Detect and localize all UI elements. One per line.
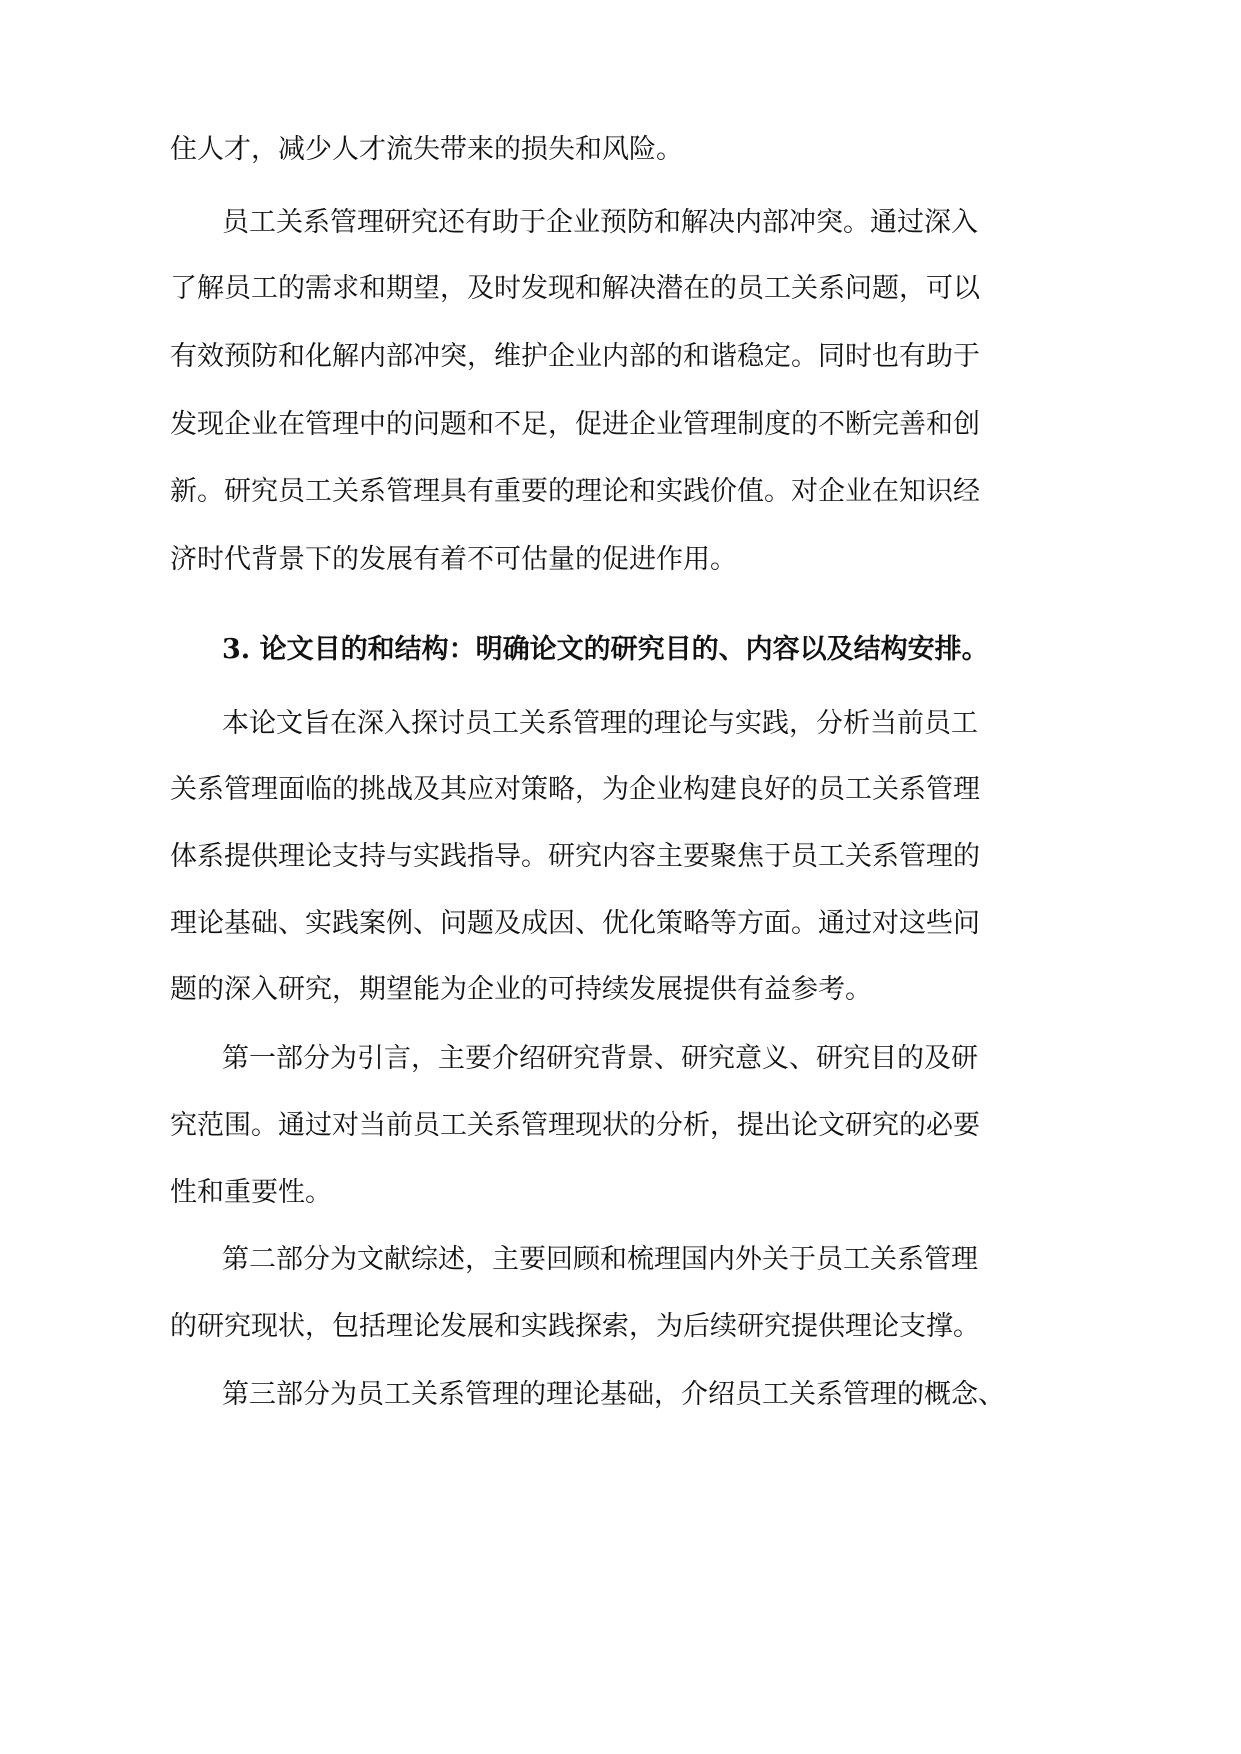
paragraph-line: 究范围。通过对当前员工关系管理现状的分析，提出论文研究的必要 bbox=[170, 1110, 980, 1141]
paragraph-line: 济时代背景下的发展有着不可估量的促进作用。 bbox=[170, 544, 737, 575]
paragraph-line: 新。研究员工关系管理具有重要的理论和实践价值。对企业在知识经 bbox=[170, 476, 980, 507]
paragraph-line: 本论文旨在深入探讨员工关系管理的理论与实践，分析当前员工 bbox=[222, 708, 978, 739]
paragraph-line: 住人才，减少人才流失带来的损失和风险。 bbox=[170, 134, 683, 165]
paragraph-line: 员工关系管理研究还有助于企业预防和解决内部冲突。通过深入 bbox=[222, 207, 978, 238]
paragraph-line: 发现企业在管理中的问题和不足，促进企业管理制度的不断完善和创 bbox=[170, 409, 980, 440]
paragraph-line: 的研究现状，包括理论发展和实践探索，为后续研究提供理论支撑。 bbox=[170, 1311, 980, 1342]
paragraph-line: 有效预防和化解内部冲突，维护企业内部的和谐稳定。同时也有助于 bbox=[170, 341, 980, 372]
paragraph-line: 性和重要性。 bbox=[170, 1177, 332, 1208]
paragraph-line: 题的深入研究，期望能为企业的可持续发展提供有益参考。 bbox=[170, 974, 872, 1005]
paragraph-line: 了解员工的需求和期望，及时发现和解决潜在的员工关系问题，可以 bbox=[170, 273, 980, 304]
section-heading: 3. 论文目的和结构：明确论文的研究目的、内容以及结构安排。 bbox=[222, 634, 989, 665]
paragraph-line: 第二部分为文献综述，主要回顾和梳理国内外关于员工关系管理 bbox=[222, 1244, 978, 1275]
paragraph-line: 体系提供理论支持与实践指导。研究内容主要聚焦于员工关系管理的 bbox=[170, 841, 980, 872]
paragraph-line: 关系管理面临的挑战及其应对策略，为企业构建良好的员工关系管理 bbox=[170, 774, 980, 805]
paragraph-line: 第一部分为引言，主要介绍研究背景、研究意义、研究目的及研 bbox=[222, 1043, 978, 1074]
paragraph-line: 理论基础、实践案例、问题及成因、优化策略等方面。通过对这些问 bbox=[170, 908, 980, 939]
paragraph-line: 第三部分为员工关系管理的理论基础，介绍员工关系管理的概念、 bbox=[222, 1379, 1005, 1410]
